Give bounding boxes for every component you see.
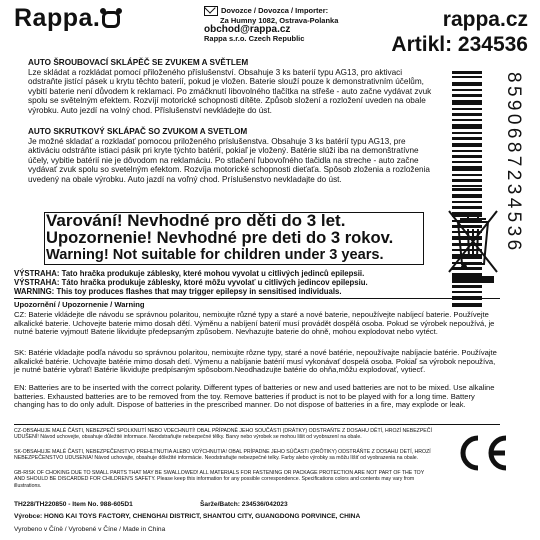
battery-cz: CZ: Baterie vkládejte dle návodu se správnou polaritou, nemixujte různé typy a staré a nové baterie, nepoužívejte nabíjecí baterie. Používejte alkalické baterie. Uchovejte baterie mimo dosah dětí. Výměnu a nabíjení baterií musí provádět dospělá osoba. Pokud se výrobek nepoužívá, je nutné baterie vyjmout! Baterie likvidujte předepsaným způsobem. Nevhazujte baterie do ohně, mohou explodovat nebo vytéct. — [14, 310, 495, 337]
batch-number: Šarže/Batch: 234536/042023 — [200, 501, 288, 508]
importer-label: Dovozce / Dovozca / Importer: — [221, 6, 329, 15]
epilepsy-sk: VÝSTRAHA: Táto hračka produkuje záblesky, ktoré môžu vyvolať u citlivých jedincov epilepsiu. — [14, 278, 368, 287]
sk-text: Je možné skladať a rozkladať pomocou priloženého príslušenstva. Obsahuje 3 ks batérií typu AG13, pre aktiváciu odstráňte istiaci pásik pri kryte týchto batérií, pokiaľ je vložený. Batérie slúži iba na demonštratívne účely, vybitie batérií nie je dôvodom na reklamáciu. Po stlačení ľubovoľného tlačidla na streche - auto začne vydávať zvuk spolu so svetelným efektom. Rozvíja motorické schopnosti dieťaťa. Spôsob zloženia a rozloženia uvedený na obale výrobku. Auto jazdí na voľný chod. Príslušenstvo nevkladajte do úst. — [28, 136, 430, 184]
small-parts-sk: SK-OBSAHUJE MALÉ ČASTI, NEBEZPEČENSTVO PREHLTNUTIA ALEBO VDÝCHNUTIA! OBAL PRÍPADNE JEHO SÚČASTI (DRÔTIKY) ODSTRÁŇTE Z DOSAHU DETÍ, HROZÍ NEBEZPEČENSTVO UDUSENIA! Návod uchovajte, obsahuje dôležité informácie. Neodstraňujte nebezpečné telky. Farby alebo výrobky sa môžu líšiť od vyobrazenia na obale. — [14, 449, 431, 462]
country-of-origin: Vyrobeno v Číně / Vyrobené v Číne / Made in China — [14, 526, 166, 533]
epilepsy-en: WARNING: This toy produces flashes that may trigger epilepsy in sensitised individuals. — [14, 287, 342, 296]
divider — [14, 424, 500, 425]
article-number: Artikl: 234536 — [391, 33, 528, 56]
battery-heading: Upozornění / Upozornenie / Warning — [14, 300, 145, 309]
warning-sk: Upozornenie! Nevhodné pre deti do 3 rokov. — [46, 228, 394, 247]
battery-sk: SK: Batérie vkladajte podľa návodu so správnou polaritou, nemixujte rôzne typy, staré a nové batérie, nepoužívajte nabíjacie batérie. Používajte alkalické batérie. Uchovajte batérie mimo dosah detí. Výmenu a nabíjanie batérií musí vykonávať dospelá osoba. Pokiaľ sa výrobok nepoužíva, je nutné batérie vybrať! Batérie likvidujte predpísaným spôsobom.Neodhadzujte batérie do ohňa,môžu explodovať, vytiecť. — [14, 348, 497, 375]
barcode-number: 8590687234536 — [503, 72, 524, 254]
epilepsy-cz: VÝSTRAHA: Tato hračka produkuje záblesky, které mohou vyvolat u citlivých jedinců epilepsii. — [14, 269, 365, 278]
importer-address: Za Humny 1082, Ostrava-Polanka — [220, 16, 339, 26]
cz-title: AUTO ŠROUBOVACÍ SKLÁPĚČ SE ZVUKEM A SVĚTLEM — [28, 58, 249, 67]
small-parts-en: GB-RISK OF CHOKING DUE TO SMALL PARTS THAT MAY BE SWALLOWED! ALL MATERIALS FOR FASTENING OR PACKAGE PROTECTION ARE NOT PART OF THE TOY AND SHOULD BE DISCARDED FOR CHILDREN'S SAFETY. Please keep this information for any possible correspondence. Specifications colors and contents may vary from illustrations. — [14, 470, 425, 489]
divider — [14, 298, 500, 299]
warning-cz: Varování! Nevhodné pro děti do 3 let. — [46, 211, 346, 230]
envelope-icon — [204, 6, 218, 16]
sk-title: AUTO SKRUTKOVÝ SKLÁPAČ SO ZVUKOM A SVETLOM — [28, 127, 248, 136]
ce-mark-icon — [454, 434, 510, 472]
bear-logo-icon — [102, 11, 120, 28]
warning-en: Warning! Not suitable for children under 3 years. — [46, 247, 384, 263]
item-number: TH228/TH220850 - Item No. 988-605D1 — [14, 501, 133, 508]
importer-info — [204, 6, 338, 43]
importer-email: obchod@rappa.cz — [204, 24, 291, 36]
battery-en: EN: Batteries are to be inserted with the correct polarity. Different types of batteries or new and used batteries are not to be mixed. Use alkaline batteries. Exhausted batteries are to be removed from the toy. Remove batteries if product is not to be played with for a long time. Battery changing has to do only adult. Dispose of batteries in the prescribed manner. Do not dispose of batteries in a fire, may explode or leak. — [14, 383, 495, 410]
description-cz — [28, 58, 436, 116]
cz-text: Lze skládat a rozkládat pomocí přiloženého příslušenství. Obsahuje 3 ks baterií typu AG13, pro aktivaci odstraňte jistící pásek u krytu těchto baterií, pokud je vložen. Baterie slouží pouze k demonstrativním účelům, vybití baterie není důvodem k reklamaci. Po zmáčknutí libovolného tlačítka na střeše - auto začne vydávat zvuk spolu se světelným efektem. Rozvíjí motorické schopnosti dítěte. Způsob složení a rozložení uveden na obale výrobku. Auto jezdí na volný chod. Příslušenství nevkládejte do úst. — [28, 67, 432, 115]
ce-label: CE — [454, 434, 456, 435]
rappa-logo: Rappa. — [14, 4, 120, 33]
small-parts-cz: CZ-OBSAHUJE MALÉ ČÁSTI, NEBEZPEČÍ SPOLKNUTÍ NEBO VDECHNUTÍ! OBAL PŘÍPADNĚ JEHO SOUČÁSTI (DRÁTKY) ODSTRAŇTE Z DOSAHU DĚTÍ, HROZÍ NEBEZPEČÍ UDUŠENÍ! Návod uchovejte, obsahuje důležité informace. Neodstraňujte nebezpečné tělky. Barvy nebo výrobek se mohou lišit od vyobrazení na obale. — [14, 428, 432, 441]
description-sk — [28, 127, 436, 185]
importer-company: Rappa s.r.o. Czech Republic — [204, 34, 305, 44]
crossed-bin-icon — [444, 206, 502, 286]
manufacturer: Výrobce: HONG KAI TOYS FACTORY, CHENGHAI DISTRICT, SHANTOU CITY, GUANGDONG PORVINCE, CHINA — [14, 513, 361, 520]
website: rappa.cz — [442, 8, 528, 31]
